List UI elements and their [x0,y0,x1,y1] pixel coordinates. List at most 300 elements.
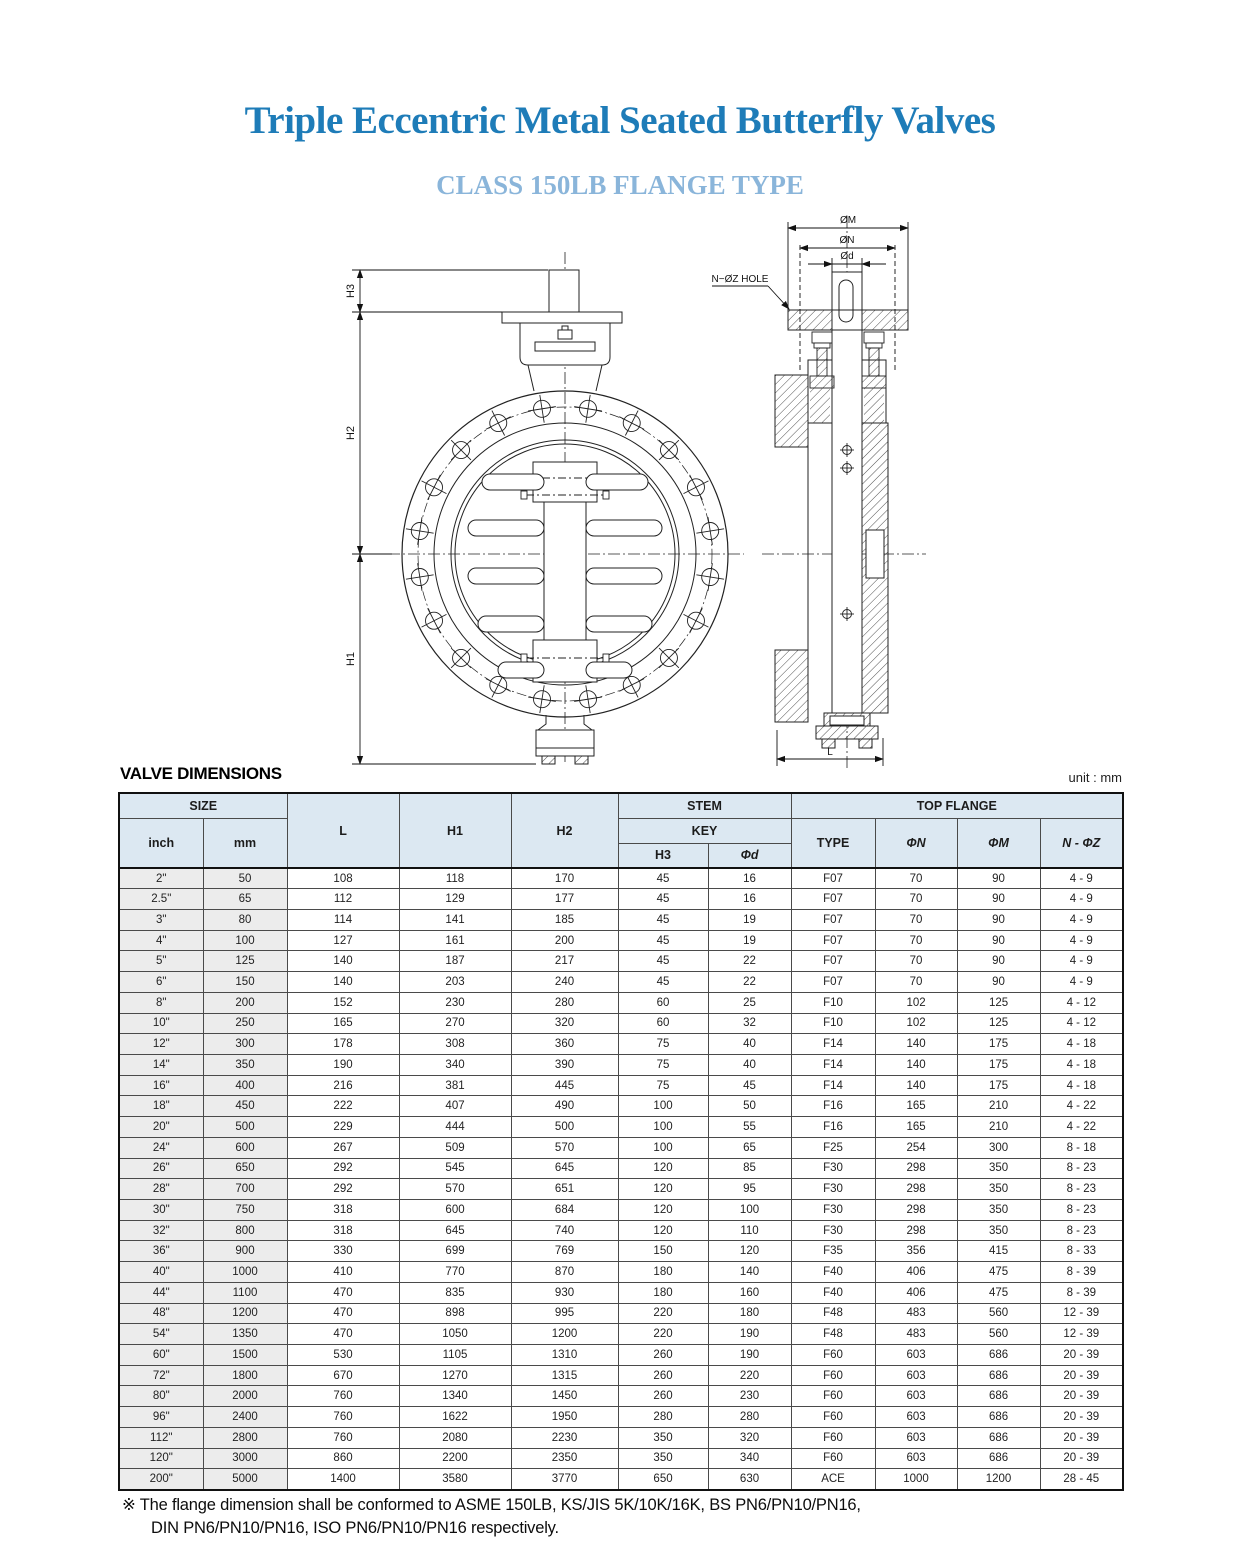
cell-l: 318 [287,1220,399,1241]
cell-n_phi_z: 4 - 18 [1040,1034,1123,1055]
table-row [119,868,1123,889]
cell-phi_m: 475 [957,1262,1040,1283]
cell-phi_m: 175 [957,1075,1040,1096]
cell-phi_n: 603 [875,1407,957,1428]
header-h1: H1 [399,793,511,868]
cell-type: F60 [791,1427,875,1448]
cell-h1: 203 [399,972,511,993]
header-phi-d: Φd [708,843,791,868]
cell-mm: 2400 [203,1407,287,1428]
cell-phi_n: 165 [875,1117,957,1138]
cell-h2: 930 [511,1282,618,1303]
cell-mm: 1100 [203,1282,287,1303]
cell-inch: 36" [119,1241,203,1262]
section-heading: VALVE DIMENSIONS [120,764,282,783]
table-row [119,1096,1123,1117]
cell-inch: 60" [119,1345,203,1366]
cell-n_phi_z: 4 - 9 [1040,889,1123,910]
cell-type: F14 [791,1054,875,1075]
cell-h3: 180 [618,1262,708,1283]
cell-mm: 800 [203,1220,287,1241]
cell-phi_d: 630 [708,1469,791,1490]
header-phi-n: ΦN [875,818,957,868]
cell-phi_d: 55 [708,1117,791,1138]
cell-l: 470 [287,1324,399,1345]
cell-n_phi_z: 4 - 22 [1040,1096,1123,1117]
cell-type: F16 [791,1096,875,1117]
cell-inch: 4" [119,930,203,951]
cell-type: F14 [791,1034,875,1055]
table-row [119,1407,1123,1428]
cell-n_phi_z: 8 - 23 [1040,1179,1123,1200]
cell-phi_n: 70 [875,951,957,972]
cell-type: F30 [791,1220,875,1241]
cell-phi_m: 90 [957,930,1040,951]
cell-inch: 16" [119,1075,203,1096]
cell-h3: 45 [618,972,708,993]
table-row [119,1262,1123,1283]
table-row [119,930,1123,951]
cell-h3: 75 [618,1054,708,1075]
cell-type: F14 [791,1075,875,1096]
cell-phi_d: 19 [708,909,791,930]
dimension-table-body [119,868,1123,1490]
cell-type: F60 [791,1345,875,1366]
cell-n_phi_z: 4 - 18 [1040,1054,1123,1075]
cell-mm: 900 [203,1241,287,1262]
table-row [119,1448,1123,1469]
cell-l: 112 [287,889,399,910]
cell-phi_n: 603 [875,1365,957,1386]
cell-inch: 54" [119,1324,203,1345]
cell-l: 670 [287,1365,399,1386]
cell-phi_m: 175 [957,1034,1040,1055]
cell-mm: 300 [203,1034,287,1055]
cell-phi_n: 140 [875,1054,957,1075]
header-top-flange: TOP FLANGE [791,793,1123,818]
cell-h3: 260 [618,1345,708,1366]
cell-h2: 645 [511,1158,618,1179]
cell-l: 190 [287,1054,399,1075]
dim-label-dia-n: ØN [839,235,855,246]
cell-l: 178 [287,1034,399,1055]
cell-h2: 995 [511,1303,618,1324]
cell-type: F10 [791,992,875,1013]
cell-l: 267 [287,1137,399,1158]
cell-inch: 28" [119,1179,203,1200]
table-row [119,1179,1123,1200]
cell-n_phi_z: 4 - 12 [1040,992,1123,1013]
cell-phi_n: 406 [875,1262,957,1283]
cell-mm: 400 [203,1075,287,1096]
cell-n_phi_z: 12 - 39 [1040,1324,1123,1345]
cell-l: 292 [287,1179,399,1200]
cell-l: 216 [287,1075,399,1096]
cell-h2: 490 [511,1096,618,1117]
cell-inch: 72" [119,1365,203,1386]
cell-phi_m: 475 [957,1282,1040,1303]
cell-phi_m: 350 [957,1200,1040,1221]
cell-phi_m: 350 [957,1179,1040,1200]
cell-inch: 24" [119,1137,203,1158]
cell-mm: 100 [203,930,287,951]
cell-l: 152 [287,992,399,1013]
cell-phi_n: 70 [875,972,957,993]
cell-h2: 2350 [511,1448,618,1469]
cell-n_phi_z: 20 - 39 [1040,1365,1123,1386]
cell-h1: 129 [399,889,511,910]
cell-type: F40 [791,1282,875,1303]
cell-l: 470 [287,1282,399,1303]
cell-n_phi_z: 20 - 39 [1040,1427,1123,1448]
cell-h3: 650 [618,1469,708,1490]
cell-h3: 120 [618,1158,708,1179]
cell-type: F30 [791,1179,875,1200]
cell-mm: 350 [203,1054,287,1075]
cell-type: F48 [791,1324,875,1345]
footnote-line2: DIN PN6/PN10/PN16, ISO PN6/PN10/PN16 respectively. [151,1519,559,1537]
cell-type: F07 [791,930,875,951]
cell-mm: 700 [203,1179,287,1200]
cell-inch: 2.5" [119,889,203,910]
table-row [119,1013,1123,1034]
cell-n_phi_z: 8 - 39 [1040,1262,1123,1283]
cell-h2: 1315 [511,1365,618,1386]
table-row [119,1075,1123,1096]
cell-phi_n: 603 [875,1386,957,1407]
cell-mm: 450 [203,1096,287,1117]
cell-h2: 769 [511,1241,618,1262]
cell-inch: 120" [119,1448,203,1469]
cell-h3: 280 [618,1407,708,1428]
cell-h2: 870 [511,1262,618,1283]
cell-l: 140 [287,951,399,972]
dim-label-l: L [827,747,833,758]
cell-phi_n: 483 [875,1324,957,1345]
table-row [119,1158,1123,1179]
cell-phi_d: 16 [708,868,791,889]
dim-label-h1: H1 [345,651,357,667]
cell-h1: 444 [399,1117,511,1138]
header-inch: inch [119,818,203,868]
cell-phi_m: 125 [957,992,1040,1013]
header-phi-m: ΦM [957,818,1040,868]
cell-n_phi_z: 4 - 18 [1040,1075,1123,1096]
cell-h1: 645 [399,1220,511,1241]
cell-h2: 360 [511,1034,618,1055]
cell-phi_d: 50 [708,1096,791,1117]
cell-h2: 740 [511,1220,618,1241]
cell-type: F07 [791,951,875,972]
cell-l: 222 [287,1096,399,1117]
cell-l: 140 [287,972,399,993]
cell-l: 127 [287,930,399,951]
cell-h3: 150 [618,1241,708,1262]
cell-phi_m: 686 [957,1407,1040,1428]
cell-h1: 187 [399,951,511,972]
cell-phi_d: 220 [708,1365,791,1386]
cell-phi_m: 560 [957,1303,1040,1324]
stem [832,272,862,713]
cell-h3: 45 [618,868,708,889]
cell-phi_n: 603 [875,1448,957,1469]
cell-type: F07 [791,972,875,993]
cell-h2: 185 [511,909,618,930]
cell-mm: 250 [203,1013,287,1034]
cell-mm: 3000 [203,1448,287,1469]
cell-phi_n: 603 [875,1427,957,1448]
cell-mm: 2000 [203,1386,287,1407]
cell-phi_d: 320 [708,1427,791,1448]
cell-h3: 120 [618,1179,708,1200]
cell-h1: 1622 [399,1407,511,1428]
cell-l: 470 [287,1303,399,1324]
cell-mm: 50 [203,868,287,889]
cell-phi_d: 25 [708,992,791,1013]
cell-mm: 5000 [203,1469,287,1490]
cell-n_phi_z: 8 - 23 [1040,1220,1123,1241]
cell-phi_d: 140 [708,1262,791,1283]
cell-h1: 1340 [399,1386,511,1407]
cell-mm: 600 [203,1137,287,1158]
hole-callout-label: N−ØZ HOLE [711,274,769,285]
cell-type: F07 [791,868,875,889]
page-subtitle: CLASS 150LB FLANGE TYPE [436,170,804,200]
dim-label-h2: H2 [345,425,357,441]
cell-l: 760 [287,1427,399,1448]
header-mm: mm [203,818,287,868]
cell-phi_m: 175 [957,1054,1040,1075]
cell-phi_d: 16 [708,889,791,910]
cell-phi_d: 190 [708,1345,791,1366]
cell-l: 860 [287,1448,399,1469]
cell-phi_m: 90 [957,889,1040,910]
cell-h3: 180 [618,1282,708,1303]
table-row [119,1386,1123,1407]
cell-n_phi_z: 4 - 9 [1040,909,1123,930]
cell-mm: 500 [203,1117,287,1138]
cell-phi_m: 90 [957,972,1040,993]
cell-n_phi_z: 4 - 12 [1040,1013,1123,1034]
header-key: KEY [618,818,791,843]
table-row [119,1324,1123,1345]
cell-phi_d: 120 [708,1241,791,1262]
cell-inch: 2" [119,868,203,889]
cell-phi_m: 686 [957,1365,1040,1386]
cell-mm: 65 [203,889,287,910]
cell-h1: 270 [399,1013,511,1034]
cell-type: F60 [791,1448,875,1469]
cell-phi_d: 95 [708,1179,791,1200]
cell-phi_m: 90 [957,868,1040,889]
table-row [119,1241,1123,1262]
header-h3: H3 [618,843,708,868]
cell-h3: 45 [618,909,708,930]
cell-inch: 30" [119,1200,203,1221]
top-stem-assembly [502,270,622,391]
cell-phi_d: 340 [708,1448,791,1469]
cell-phi_n: 70 [875,930,957,951]
cell-type: F10 [791,1013,875,1034]
cell-phi_m: 560 [957,1324,1040,1345]
cell-phi_n: 298 [875,1200,957,1221]
cell-h3: 60 [618,1013,708,1034]
cell-phi_m: 90 [957,909,1040,930]
cell-phi_m: 300 [957,1137,1040,1158]
footnote [122,1494,861,1540]
cell-l: 318 [287,1200,399,1221]
cell-l: 1400 [287,1469,399,1490]
cell-h2: 320 [511,1013,618,1034]
cell-phi_n: 356 [875,1241,957,1262]
cell-h1: 308 [399,1034,511,1055]
cell-h2: 177 [511,889,618,910]
cell-h2: 1950 [511,1407,618,1428]
cell-inch: 5" [119,951,203,972]
cell-n_phi_z: 20 - 39 [1040,1407,1123,1428]
cell-l: 760 [287,1407,399,1428]
header-n-phi-z: N - ΦZ [1040,818,1123,868]
cell-inch: 80" [119,1386,203,1407]
cell-phi_m: 90 [957,951,1040,972]
dim-label-dia-m: ØM [839,215,857,226]
cell-h3: 75 [618,1034,708,1055]
cell-type: F60 [791,1407,875,1428]
technical-drawing [330,210,1152,790]
cell-h3: 45 [618,930,708,951]
cell-type: F48 [791,1303,875,1324]
cell-h3: 75 [618,1075,708,1096]
cell-type: F25 [791,1137,875,1158]
cell-inch: 8" [119,992,203,1013]
cell-phi_m: 210 [957,1117,1040,1138]
cell-n_phi_z: 4 - 9 [1040,972,1123,993]
cell-inch: 32" [119,1220,203,1241]
cell-h2: 2230 [511,1427,618,1448]
cell-mm: 1500 [203,1345,287,1366]
cell-phi_m: 686 [957,1448,1040,1469]
cell-mm: 1000 [203,1262,287,1283]
table-row [119,951,1123,972]
cell-n_phi_z: 20 - 39 [1040,1386,1123,1407]
table-row [119,1365,1123,1386]
cell-h3: 350 [618,1427,708,1448]
cell-type: F07 [791,909,875,930]
cell-type: F07 [791,889,875,910]
cell-inch: 96" [119,1407,203,1428]
cell-n_phi_z: 20 - 39 [1040,1448,1123,1469]
cell-h1: 570 [399,1179,511,1200]
cell-phi_n: 298 [875,1220,957,1241]
cell-phi_n: 298 [875,1179,957,1200]
cell-h1: 3580 [399,1469,511,1490]
cell-type: ACE [791,1469,875,1490]
cell-h1: 118 [399,868,511,889]
cell-inch: 48" [119,1303,203,1324]
cell-h1: 770 [399,1262,511,1283]
cell-phi_n: 70 [875,889,957,910]
cell-type: F60 [791,1365,875,1386]
cell-inch: 200" [119,1469,203,1490]
header-h2: H2 [511,793,618,868]
cell-phi_m: 350 [957,1158,1040,1179]
cell-n_phi_z: 8 - 23 [1040,1200,1123,1221]
cell-h1: 2080 [399,1427,511,1448]
cell-mm: 125 [203,951,287,972]
cell-l: 114 [287,909,399,930]
cell-phi_d: 40 [708,1054,791,1075]
cell-inch: 44" [119,1282,203,1303]
cell-h2: 570 [511,1137,618,1158]
cell-h1: 141 [399,909,511,930]
cell-phi_d: 65 [708,1137,791,1158]
table-row [119,909,1123,930]
cell-inch: 12" [119,1034,203,1055]
header-stem: STEM [618,793,791,818]
cell-phi_n: 102 [875,1013,957,1034]
cell-h1: 545 [399,1158,511,1179]
cell-l: 530 [287,1345,399,1366]
cell-h3: 260 [618,1365,708,1386]
cell-phi_m: 686 [957,1345,1040,1366]
cell-phi_n: 140 [875,1034,957,1055]
cell-l: 760 [287,1386,399,1407]
cell-phi_d: 190 [708,1324,791,1345]
cell-n_phi_z: 8 - 23 [1040,1158,1123,1179]
cell-h2: 1310 [511,1345,618,1366]
cell-h3: 220 [618,1324,708,1345]
table-row [119,1303,1123,1324]
cell-h1: 1050 [399,1324,511,1345]
cell-phi_n: 140 [875,1075,957,1096]
header-size: SIZE [119,793,287,818]
cell-h2: 1450 [511,1386,618,1407]
table-header [119,793,1123,868]
table-row [119,1054,1123,1075]
cell-phi_m: 686 [957,1427,1040,1448]
cell-phi_d: 110 [708,1220,791,1241]
cell-h2: 684 [511,1200,618,1221]
table-row [119,1220,1123,1241]
cell-phi_n: 70 [875,868,957,889]
cell-phi_n: 1000 [875,1469,957,1490]
cell-h2: 170 [511,868,618,889]
cell-mm: 1350 [203,1324,287,1345]
cell-phi_n: 102 [875,992,957,1013]
cell-n_phi_z: 8 - 39 [1040,1282,1123,1303]
cell-h2: 1200 [511,1324,618,1345]
cell-phi_m: 210 [957,1096,1040,1117]
cell-h1: 230 [399,992,511,1013]
cell-n_phi_z: 4 - 9 [1040,868,1123,889]
cell-l: 108 [287,868,399,889]
cell-inch: 20" [119,1117,203,1138]
cell-phi_d: 100 [708,1200,791,1221]
cell-type: F35 [791,1241,875,1262]
cell-inch: 40" [119,1262,203,1283]
cell-h2: 280 [511,992,618,1013]
cell-h1: 381 [399,1075,511,1096]
cell-type: F40 [791,1262,875,1283]
cell-n_phi_z: 4 - 9 [1040,930,1123,951]
cell-phi_d: 32 [708,1013,791,1034]
cell-h3: 120 [618,1220,708,1241]
cell-n_phi_z: 8 - 18 [1040,1137,1123,1158]
cell-l: 410 [287,1262,399,1283]
header-l: L [287,793,399,868]
cell-n_phi_z: 20 - 39 [1040,1345,1123,1366]
cell-h1: 1270 [399,1365,511,1386]
